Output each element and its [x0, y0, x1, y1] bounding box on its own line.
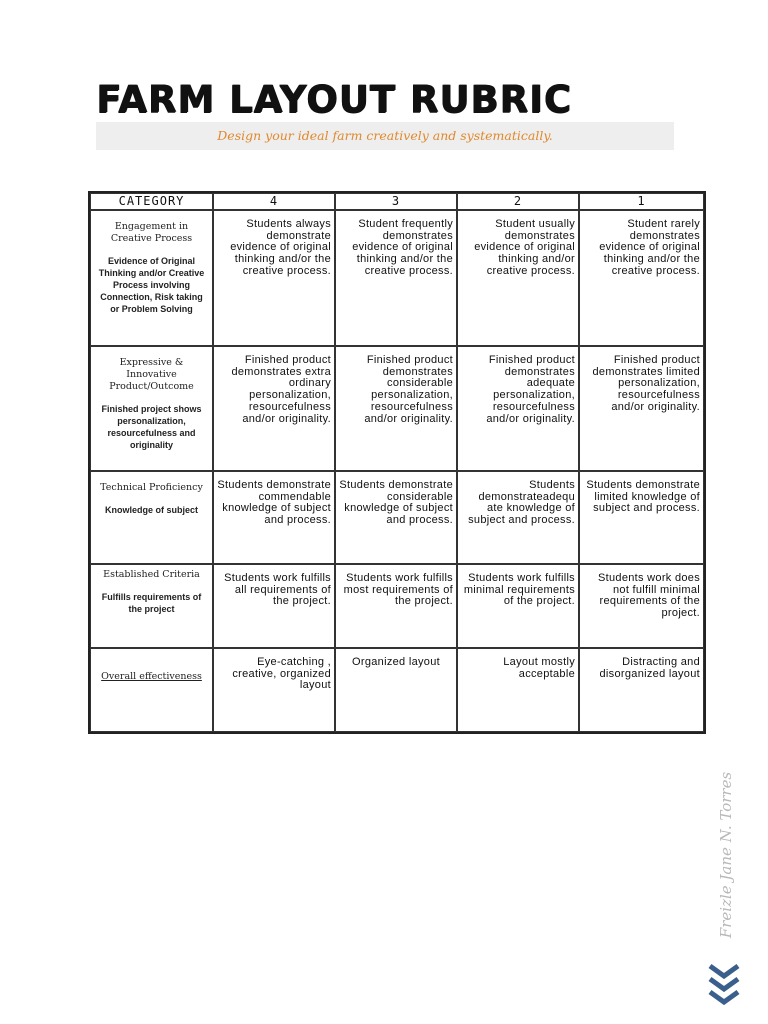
rubric-table	[88, 191, 706, 734]
category-name: Established Criteria	[103, 569, 200, 580]
score-cell: Eye-catching , creative, organized layout	[213, 648, 335, 732]
signature-text: Freizle Jane N. Torres	[717, 771, 735, 939]
score-cell: Student frequently demonstrates evidence of original thinking and/or the creative process.	[335, 210, 457, 346]
score-cell: Distracting and disorganized layout	[579, 648, 704, 732]
category-name: Engagement in Creative Process	[110, 221, 193, 244]
score-cell: Layout mostly acceptable	[457, 648, 579, 732]
table-header-row	[90, 193, 704, 210]
score-cell: Students work fulfills all requirements of the project.	[213, 564, 335, 648]
category-name: Technical Proficiency	[100, 482, 203, 493]
score-cell: Finished product demonstrates considerable personalization, resourcefulness and/or originality.	[335, 346, 457, 471]
score-cell: Student rarely demonstrates evidence of original thinking and/or the creative process.	[579, 210, 704, 346]
score-cell: Students demonstrateadequ ate knowledge of subject and process.	[457, 471, 579, 564]
category-cell	[90, 471, 213, 564]
category-cell	[90, 648, 213, 732]
header-score-1: 1	[579, 193, 704, 210]
header	[96, 80, 674, 150]
header-category: CATEGORY	[90, 193, 213, 210]
score-cell: Students work fulfills most requirements of the project.	[335, 564, 457, 648]
score-cell: Organized layout	[335, 648, 457, 732]
triple-chevron-down-icon	[706, 962, 742, 1008]
category-cell	[90, 346, 213, 471]
table-row	[90, 471, 704, 564]
category-name: Expressive & Innovative Product/Outcome	[109, 357, 194, 392]
table-row	[90, 648, 704, 732]
category-description: Evidence of Original Thinking and/or Creative Process involving Connection, Risk taking or Problem Solving	[98, 256, 205, 314]
score-cell: Finished product demonstrates limited personalization, resourcefulness and/or originality.	[579, 346, 704, 471]
table-row	[90, 346, 704, 471]
score-cell: Students work fulfills minimal requirements of the project.	[457, 564, 579, 648]
page-subtitle: Design your ideal farm creatively and systematically.	[217, 128, 553, 143]
category-cell	[90, 210, 213, 346]
category-description: Knowledge of subject	[104, 505, 198, 515]
category-cell	[90, 564, 213, 648]
score-cell: Students demonstrate limited knowledge of subject and process.	[579, 471, 704, 564]
category-description: Fulfills requirements of the project	[101, 592, 202, 614]
score-cell: Student usually demonstrates evidence of original thinking and/or creative process.	[457, 210, 579, 346]
header-score-4: 4	[213, 193, 335, 210]
author-signature	[706, 770, 746, 940]
score-cell: Students demonstrate considerable knowledge of subject and process.	[335, 471, 457, 564]
score-cell: Students always demonstrate evidence of original thinking and/or the creative process.	[213, 210, 335, 346]
category-description: Finished project shows personalization, resourcefulness and originality	[101, 404, 202, 450]
subtitle-band	[96, 122, 674, 150]
header-score-3: 3	[335, 193, 457, 210]
table-row	[90, 564, 704, 648]
table-row	[90, 210, 704, 346]
score-cell: Finished product demonstrates extra ordinary personalization, resourcefulness and/or originality.	[213, 346, 335, 471]
score-cell: Students work does not fulfill minimal requirements of the project.	[579, 564, 704, 648]
page-title: FARM LAYOUT RUBRIC	[96, 78, 572, 121]
score-cell: Finished product demonstrates adequate personalization, resourcefulness and/or originality.	[457, 346, 579, 471]
score-cell: Students demonstrate commendable knowledge of subject and process.	[213, 471, 335, 564]
header-score-2: 2	[457, 193, 579, 210]
category-name: Overall effectiveness	[101, 671, 202, 682]
